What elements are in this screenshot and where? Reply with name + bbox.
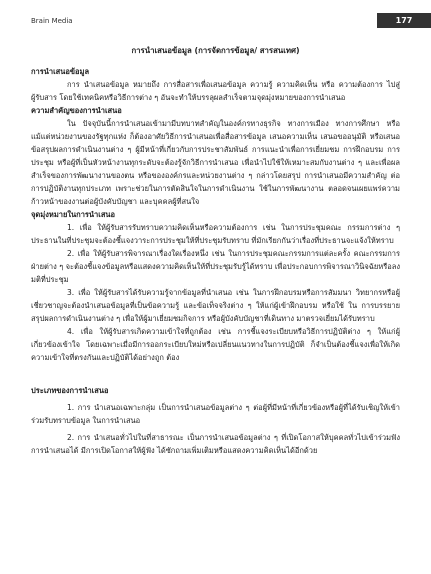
list-item: 1. เพื่อ ให้ผู้รับสารรับทราบความคิดเห็นหรือความต้องการ เช่น ในการประชุมคณะ กรรมการต่าง ๆ ประธานในที่ประชุมจะต้องชี้แจงวาระการประชุมให้ที่ประชุมรับทราบ ที่มักเรียกกันว่าเรื่องที่ประธานจะแจ้งให้ทราบ [31,223,400,245]
page-number-badge: 177 [377,13,431,28]
document-body [31,44,400,457]
section-heading: การนำเสนอข้อมูล [31,67,90,76]
section-heading: ความสำคัญของการนำเสนอ [31,106,122,115]
list-item: 1. การ นำเสนอเฉพาะกลุ่ม เป็นการนำเสนอข้อมูลต่าง ๆ ต่อผู้ที่มีหน้าที่เกี่ยวข้องหรือผู้ที่ได้รับเชิญให้เข้าร่วมรับทราบข้อมูล ในการนำเสนอ [31,403,400,425]
section-heading: จุดมุ่งหมายในการนำเสนอ [31,210,116,219]
brand-name: Brain Media [31,17,73,25]
list-item: 2. เพื่อ ให้ผู้รับสารพิจารณาเรื่องใดเรื่องหนึ่ง เช่น ในการประชุมคณะกรรมการแต่ละครั้ง คณะกรรมการฝ่ายต่าง ๆ จะต้องชี้แจงข้อมูลหรือแสดงความคิดเห็นให้ที่ประชุมรับรู้ได้ทราบ เพื่อประกอบการพิจารณาวินิจฉัยหรือลงมติที่ประชุม [31,249,400,284]
page-header [0,0,431,30]
list-item: 3. เพื่อ ให้ผู้รับสารได้รับความรู้จากข้อมูลที่นำเสนอ เช่น ในการฝึกอบรมหรือการสัมมนา วิทยากรหรือผู้เชี่ยวชาญจะต้องนำเสนอข้อมูลที่เป็นข้อความรู้ และข้อเท็จจริงต่าง ๆ ให้แก่ผู้เข้าฝึกอบรม หรือใช้ ใน การบรรยายสรุปผลการดำเนินงานต่าง ๆ เพื่อให้ผู้มาเยี่ยมชมกิจการ หรือผู้บังคับบัญชาที่เดินทาง มาตรวจเยี่ยมได้รับทราบ [31,288,400,323]
list-item: 4. เพื่อ ให้ผู้รับสารเกิดความเข้าใจที่ถูกต้อง เช่น การชี้แจงระเบียบหรือวิธีการปฏิบัติต่าง ๆ ให้แก่ผู้เกี่ยวข้องเข้าใจ โดยเฉพาะเมื่อมีการออกระเบียบใหม่หรือเปลี่ยนแนวทางในการปฏิบัติ ก็จำเป็นต้องชี้แจงเพื่อให้เกิดความเข้าใจที่ตรงกันและปฏิบัติได้อย่างถูก ต้อง [31,327,400,362]
section-spacer [31,364,400,384]
list-item: 2. การ นำเสนอทั่วไปในที่สาธารณะ เป็นการนำเสนอข้อมูลต่าง ๆ ที่เปิดโอกาสให้บุคคลทั่วไปเข้าร่วมฟังการนำเสนอได้ มีการเปิดโอกาสให้ผู้ฟัง ได้ซักถามเพิ่มเติมหรือแสดงความคิดเห็นได้อีกด้วย [31,433,400,455]
paragraph: การ นำเสนอข้อมูล หมายถึง การสื่อสารเพื่อเสนอข้อมูล ความรู้ ความคิดเห็น หรือ ความต้องการ ไปสู่ผู้รับสาร โดยใช้เทคนิคหรือวิธีการต่าง ๆ อันจะทำให้บรรลุผลสำเร็จตามจุดมุ่งหมายของการนำเสนอ [31,80,400,102]
document-title: การนำเสนอข้อมูล (การจัดการข้อมูล/ สารสนเทศ) [131,46,300,55]
section-heading: ประเภทของการนำเสนอ [31,386,109,395]
paragraph: ใน ปัจจุบันนี้การนำเสนอเข้ามามีบทบาทสำคัญในองค์กรทางธุรกิจ ทางการเมือง ทางการศึกษา หรือแม้แต่หน่วยงานของรัฐทุกแห่ง ก็ต้องอาศัยวิธีการนำเสนอเพื่อสื่อสารข้อมูล เสนอความเห็น เสนอขออนุมัติ หรือเสนอข้อสรุปผลการดำเนินงานต่าง ๆ ผู้มีหน้าที่เกี่ยวกับการประชาสัมพันธ์ การแนะนำเพื่อการเยี่ยมชม การฝึกอบรม การประชุม หรือผู้ที่เป็นหัวหน้างานทุกระดับจะต้องรู้จักวิธีการนำเสนอ เพื่อนำไปใช้ให้เหมาะสมกับงานต่าง ๆ และเพื่อผลสำเร็จของการพัฒนางานของตน หรือขององค์กรและหน่วยงานต่าง ๆ กล่าวโดยสรุป การนำเสนอมีความสำคัญ ต่อการปฏิบัติงานทุกประเภท เพราะช่วยในการตัดสินใจในการดำเนินงาน ใช้ในการพัฒนางาน ตลอดจนเผยแพร่ความก้าวหน้าของงานต่อผู้บังคับบัญชา และบุคคลผู้ที่สนใจ [31,119,400,206]
